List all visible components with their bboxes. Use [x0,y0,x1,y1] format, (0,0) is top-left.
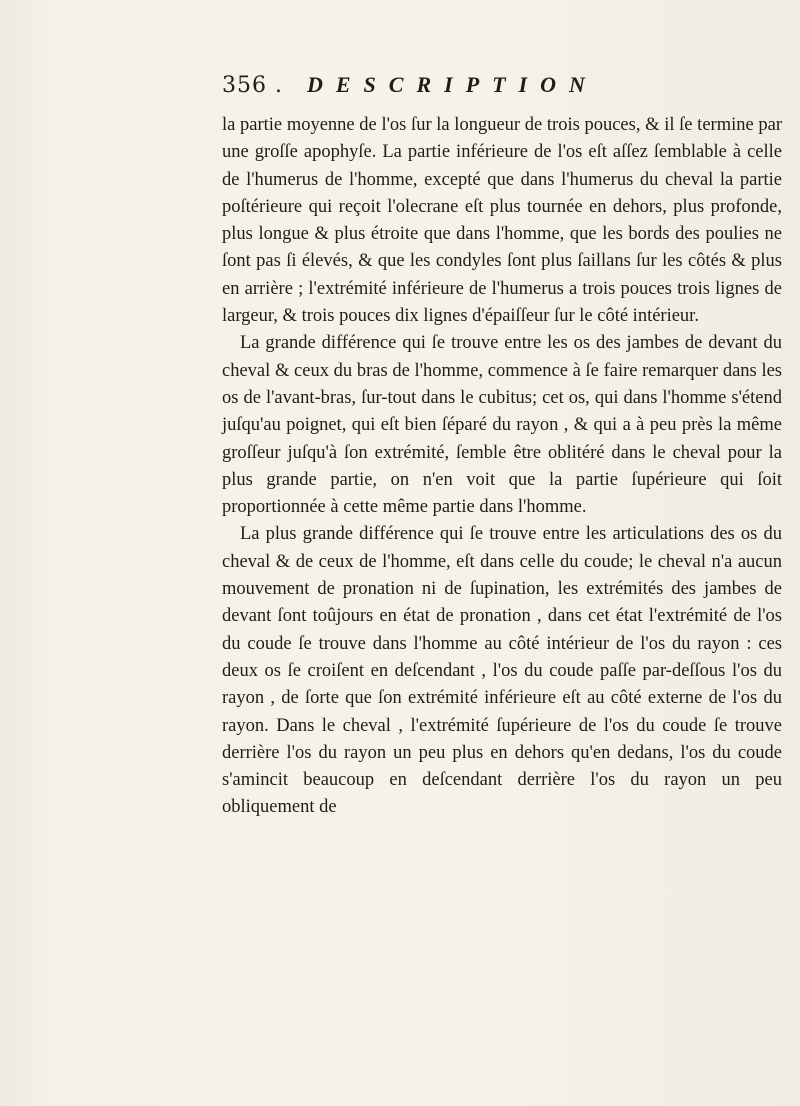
page-header [222,72,598,112]
running-head: DESCRIPTION [306,72,598,97]
paragraph-1: la partie moyenne de l'os ſur la longueur de trois pouces, & il ſe termine par une groſſe apophyſe. La partie inférieure de l'os eſt aſſez ſemblable à celle de l'humerus de l'homme, excepté que dans l'humerus du cheval la partie poſtérieure qui reçoit l'olecrane eſt plus tournée en dehors, plus profonde, plus longue & plus étroite que dans l'homme, que les bords des poulies ne ſont pas ſi élevés, & que les condyles ſont plus ſaillans ſur les côtés & plus en arrière ; l'extrémité inférieure de l'humerus a trois pouces trois lignes de largeur, & trois pouces dix lignes d'épaiſſeur ſur le côté intérieur. [222,115,782,327]
body-text [222,112,782,822]
page-number: 356 . [222,73,283,98]
paragraph-2: La grande différence qui ſe trouve entre les os des jambes de devant du cheval & ceux du bras de l'homme, commence à ſe faire remarquer dans les os de l'avant-bras, ſur-tout dans le cubitus; cet os, qui dans l'homme s'étend juſqu'au poignet, qui eſt bien ſéparé du rayon , & qui a à peu près la même groſſeur juſqu'à ſon extrémité, ſemble être oblitéré dans le cheval pour la plus grande partie, on n'en voit que la partie ſupérieure qui ſoit proportionnée à cette même partie dans l'homme. [222,333,782,518]
paragraph-3: La plus grande différence qui ſe trouve entre les articulations des os du cheval & de ceux de l'homme, eſt dans celle du coude; le cheval n'a aucun mouvement de pronation ni de ſupination, les extrémités des jambes de devant ſont toûjours en état de pronation , dans cet état l'extrémité de l'os du coude ſe trouve dans l'homme au côté intérieur de l'os du rayon : ces deux os ſe croiſent en deſcendant , l'os du coude paſſe par-deſſous l'os du rayon , de ſorte que ſon extrémité inférieure eſt au côté externe de l'os du rayon. Dans le cheval , l'extrémité ſupérieure de l'os du coude ſe trouve derrière l'os du rayon un peu plus en dehors qu'en dedans, l'os du coude s'amincit beaucoup en deſcendant derrière l'os du rayon un peu obliquement de [222,524,782,818]
